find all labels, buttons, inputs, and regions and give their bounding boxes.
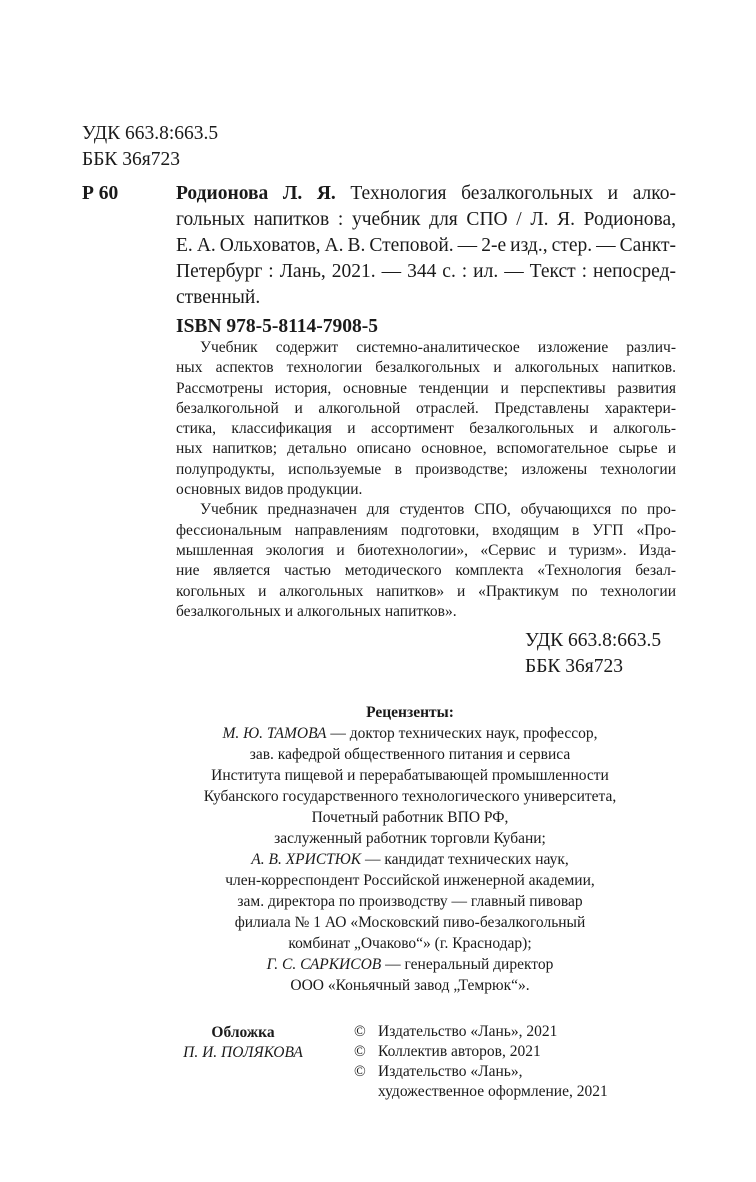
annotation-line: ние является частью методического комплекта «Технология безал- bbox=[176, 562, 676, 580]
annotation-line: Учебник предназначен для студентов СПО, обучающихся по про- bbox=[200, 501, 676, 519]
copyright-icon: © bbox=[354, 1063, 366, 1080]
reviewer-line: заслуженный работник торговли Кубани; bbox=[274, 830, 546, 847]
reviewer-name: М. Ю. ТАМОВА bbox=[222, 725, 327, 742]
copyright-block bbox=[354, 1022, 608, 1102]
citation-line: гольных напитков : учебник для СПО / Л. Я. Родионова, bbox=[176, 209, 676, 230]
copyright-line: Коллектив авторов, 2021 bbox=[378, 1043, 541, 1060]
bibliographic-citation bbox=[176, 181, 676, 311]
reviewer-line: ООО «Коньячный завод „Темрюк“». bbox=[290, 977, 530, 994]
reviewers bbox=[120, 702, 700, 996]
citation-author: Родионова Л. Я. bbox=[176, 183, 336, 204]
copyright-line: художественное оформление, 2021 bbox=[378, 1083, 608, 1100]
reviewer-line: зам. директора по производству — главный пивовар bbox=[237, 893, 583, 910]
reviewer-line: — кандидат технических наук, bbox=[361, 851, 569, 868]
citation-line: ственный. bbox=[176, 287, 261, 308]
bbk-code: ББК 36я723 bbox=[82, 149, 180, 170]
cover-designer: П. И. ПОЛЯКОВА bbox=[183, 1044, 303, 1061]
annotation bbox=[176, 338, 676, 622]
annotation-line: ных напитков; детально описано основное, вспомогательное сырье и bbox=[176, 440, 676, 458]
citation-line: Технология безалкогольных и алко- bbox=[335, 183, 676, 204]
annotation-line: мышленная экология и биотехнологии», «Сервис и туризм». Изда- bbox=[176, 541, 676, 559]
annotation-line: полупродукты, используемые в производстве; изложены технологии bbox=[176, 460, 676, 478]
annotation-line: ных аспектов технологии безалкогольных и алкогольных напитков. bbox=[176, 359, 676, 377]
isbn: ISBN 978-5-8114-7908-5 bbox=[176, 316, 379, 337]
reviewers-heading: Рецензенты: bbox=[366, 704, 454, 721]
reviewer-line: Почетный работник ВПО РФ, bbox=[311, 809, 509, 826]
reviewer-line: — генеральный директор bbox=[381, 956, 554, 973]
annotation-line: безалкогольной и алкогольной отраслей. Представлены характери- bbox=[176, 399, 676, 417]
reviewer-line: Кубанского государственного технологического университета, bbox=[203, 788, 617, 805]
annotation-line: когольных и алкогольных напитков» и «Практикум по технологии bbox=[176, 582, 676, 600]
reviewer-line: Института пищевой и перерабатывающей промышленности bbox=[211, 767, 609, 784]
annotation-line: основных видов продукции. bbox=[176, 481, 363, 499]
annotation-line: безалкогольных и алкогольных напитков». bbox=[176, 602, 457, 620]
reviewer-line: филиала № 1 АО «Московский пиво-безалкогольный bbox=[234, 914, 586, 931]
reviewer-line: — доктор технических наук, профессор, bbox=[326, 725, 598, 742]
annotation-line: стика, классификация и ассортимент безалкогольных и алкоголь- bbox=[176, 420, 676, 438]
citation-line: Е. А. Ольховатов, А. В. Степовой. — 2-е изд., стер. — Санкт- bbox=[176, 235, 676, 256]
reviewer-line: зав. кафедрой общественного питания и сервиса bbox=[249, 746, 571, 763]
copyright-icon: © bbox=[354, 1043, 366, 1060]
copyright-line: Издательство «Лань», 2021 bbox=[378, 1023, 558, 1040]
reviewer-name: А. В. ХРИСТЮК bbox=[251, 851, 362, 868]
annotation-line: Учебник содержит системно-аналитическое изложение различ- bbox=[200, 339, 676, 356]
cover-label: Обложка bbox=[211, 1024, 275, 1041]
udk-code-right: УДК 663.8:663.5 bbox=[525, 630, 662, 651]
reviewer-line: комбинат „Очаково“» (г. Краснодар); bbox=[288, 935, 532, 952]
annotation-line: Рассмотрены история, основные тенденции и перспективы развития bbox=[176, 379, 676, 397]
copyright-icon: © bbox=[354, 1023, 366, 1040]
udk-code: УДК 663.8:663.5 bbox=[82, 123, 219, 144]
bbk-code-right: ББК 36я723 bbox=[525, 656, 623, 677]
annotation-line: фессиональным направлениям подготовки, входящим в УГП «Про- bbox=[176, 521, 676, 539]
citation-line: Петербург : Лань, 2021. — 344 с. : ил. — Текст : непосред- bbox=[176, 261, 676, 282]
author-mark: Р 60 bbox=[82, 183, 119, 204]
cover-credit bbox=[150, 1023, 336, 1063]
copyright-line: Издательство «Лань», bbox=[378, 1063, 523, 1080]
reviewer-line: член-корреспондент Российской инженерной академии, bbox=[225, 872, 595, 889]
reviewer-name: Г. С. САРКИСОВ bbox=[266, 956, 382, 973]
